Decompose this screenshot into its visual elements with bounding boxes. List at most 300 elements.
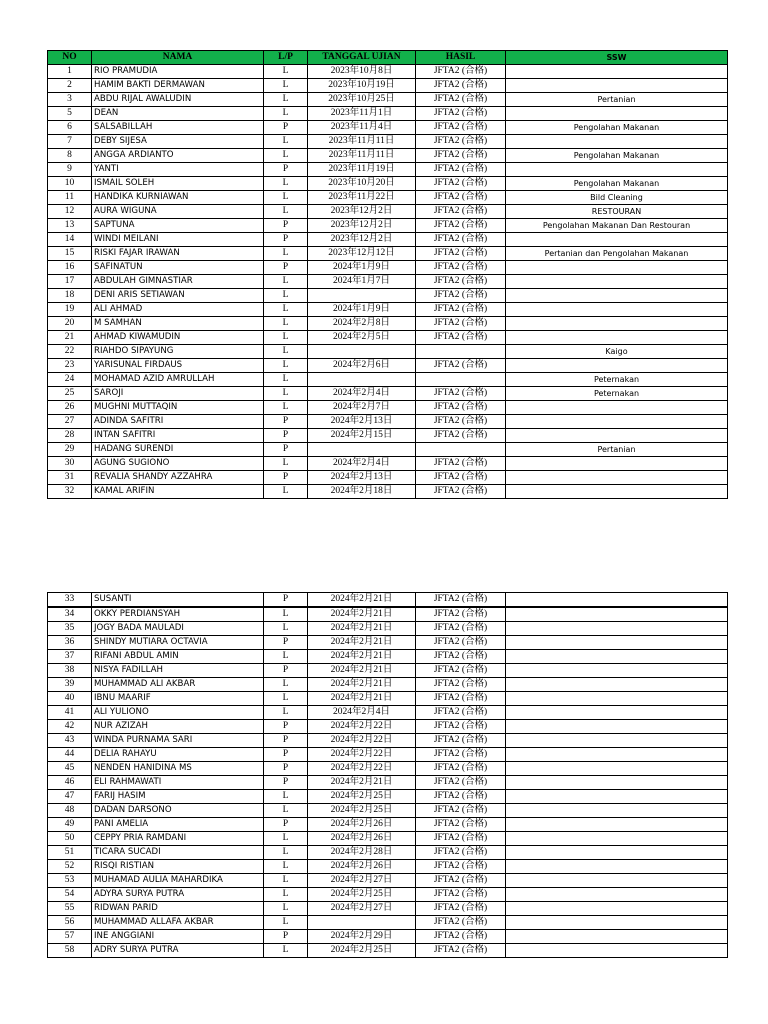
cell-lp: P: [264, 734, 308, 748]
cell-no: 5: [48, 107, 92, 121]
cell-nama: DELIA RAHAYU: [92, 748, 264, 762]
cell-hasil: JFTA2 (合格): [416, 720, 506, 734]
table-row: [48, 471, 728, 485]
cell-hasil: JFTA2 (合格): [416, 317, 506, 331]
cell-lp: L: [264, 457, 308, 471]
table-row: [48, 832, 728, 846]
cell-no: 9: [48, 163, 92, 177]
cell-nama: AURA WIGUNA: [92, 205, 264, 219]
cell-no: 20: [48, 317, 92, 331]
cell-hasil: JFTA2 (合格): [416, 944, 506, 958]
cell-ssw: [506, 471, 728, 485]
cell-ssw: [506, 734, 728, 748]
cell-nama: WINDI MEILANI: [92, 233, 264, 247]
cell-nama: RIO PRAMUDIA: [92, 65, 264, 79]
cell-tanggal-ujian: 2024年2月26日: [308, 818, 416, 832]
table-row: [48, 149, 728, 163]
cell-hasil: JFTA2 (合格): [416, 888, 506, 902]
cell-no: 44: [48, 748, 92, 762]
cell-nama: SAFINATUN: [92, 261, 264, 275]
cell-hasil: JFTA2 (合格): [416, 415, 506, 429]
cell-no: 56: [48, 916, 92, 930]
cell-hasil: JFTA2 (合格): [416, 860, 506, 874]
cell-nama: KAMAL ARIFIN: [92, 485, 264, 499]
table-row: [48, 734, 728, 748]
table-row: [48, 818, 728, 832]
cell-ssw: Pertanian dan Pengolahan Makanan: [506, 247, 728, 261]
cell-ssw: Pertanian: [506, 93, 728, 107]
cell-no: 50: [48, 832, 92, 846]
cell-tanggal-ujian: 2024年2月22日: [308, 720, 416, 734]
cell-hasil: JFTA2 (合格): [416, 607, 506, 622]
cell-tanggal-ujian: 2024年2月21日: [308, 664, 416, 678]
cell-tanggal-ujian: 2024年2月22日: [308, 734, 416, 748]
cell-lp: L: [264, 107, 308, 121]
cell-hasil: JFTA2 (合格): [416, 429, 506, 443]
table-row: [48, 205, 728, 219]
cell-no: 15: [48, 247, 92, 261]
cell-ssw: [506, 650, 728, 664]
cell-tanggal-ujian: 2024年2月21日: [308, 678, 416, 692]
table-row: [48, 359, 728, 373]
cell-lp: L: [264, 650, 308, 664]
cell-tanggal-ujian: 2023年11月4日: [308, 121, 416, 135]
table-row: [48, 191, 728, 205]
cell-no: 35: [48, 622, 92, 636]
cell-nama: AGUNG SUGIONO: [92, 457, 264, 471]
cell-no: 30: [48, 457, 92, 471]
cell-hasil: JFTA2 (合格): [416, 233, 506, 247]
table-row: [48, 678, 728, 692]
cell-hasil: JFTA2 (合格): [416, 247, 506, 261]
cell-no: 16: [48, 261, 92, 275]
cell-ssw: [506, 303, 728, 317]
cell-ssw: [506, 720, 728, 734]
cell-hasil: JFTA2 (合格): [416, 930, 506, 944]
cell-lp: P: [264, 443, 308, 457]
cell-tanggal-ujian: [308, 443, 416, 457]
cell-no: 7: [48, 135, 92, 149]
cell-hasil: [416, 443, 506, 457]
cell-hasil: JFTA2 (合格): [416, 804, 506, 818]
cell-tanggal-ujian: [308, 289, 416, 303]
header-tanggal-ujian: TANGGAL UJIAN: [308, 51, 416, 65]
table-row: [48, 622, 728, 636]
cell-hasil: JFTA2 (合格): [416, 874, 506, 888]
cell-hasil: JFTA2 (合格): [416, 359, 506, 373]
cell-nama: TICARA SUCADI: [92, 846, 264, 860]
cell-lp: P: [264, 748, 308, 762]
cell-nama: IBNU MAARIF: [92, 692, 264, 706]
table-row: [48, 607, 728, 622]
table-row: [48, 846, 728, 860]
cell-tanggal-ujian: 2023年11月19日: [308, 163, 416, 177]
cell-ssw: [506, 706, 728, 720]
cell-hasil: JFTA2 (合格): [416, 902, 506, 916]
cell-lp: P: [264, 636, 308, 650]
cell-nama: CEPPY PRIA RAMDANI: [92, 832, 264, 846]
table-row: [48, 233, 728, 247]
table-row: [48, 373, 728, 387]
cell-nama: RIAHDO SIPAYUNG: [92, 345, 264, 359]
cell-tanggal-ujian: 2024年2月8日: [308, 317, 416, 331]
cell-no: 36: [48, 636, 92, 650]
cell-ssw: Peternakan: [506, 387, 728, 401]
cell-ssw: [506, 762, 728, 776]
cell-nama: NUR AZIZAH: [92, 720, 264, 734]
table-row: [48, 303, 728, 317]
cell-tanggal-ujian: 2024年2月21日: [308, 650, 416, 664]
cell-tanggal-ujian: 2024年1月7日: [308, 275, 416, 289]
table-row: [48, 317, 728, 331]
cell-tanggal-ujian: [308, 916, 416, 930]
cell-nama: RIFANI ABDUL AMIN: [92, 650, 264, 664]
cell-no: 51: [48, 846, 92, 860]
table-row: [48, 415, 728, 429]
header-no: NO: [48, 51, 92, 65]
cell-lp: P: [264, 233, 308, 247]
cell-nama: ELI RAHMAWATI: [92, 776, 264, 790]
cell-ssw: [506, 692, 728, 706]
cell-tanggal-ujian: 2023年11月1日: [308, 107, 416, 121]
cell-hasil: JFTA2 (合格): [416, 79, 506, 93]
cell-lp: L: [264, 205, 308, 219]
cell-ssw: Bild Cleaning: [506, 191, 728, 205]
cell-lp: L: [264, 345, 308, 359]
cell-ssw: [506, 317, 728, 331]
cell-nama: SALSABILLAH: [92, 121, 264, 135]
cell-lp: L: [264, 916, 308, 930]
cell-ssw: [506, 135, 728, 149]
cell-tanggal-ujian: 2024年2月21日: [308, 776, 416, 790]
cell-hasil: JFTA2 (合格): [416, 776, 506, 790]
cell-ssw: Pengolahan Makanan: [506, 149, 728, 163]
table-row: [48, 121, 728, 135]
cell-ssw: [506, 415, 728, 429]
cell-no: 48: [48, 804, 92, 818]
table-row: [48, 776, 728, 790]
cell-tanggal-ujian: 2024年2月28日: [308, 846, 416, 860]
table-row: [48, 888, 728, 902]
cell-tanggal-ujian: 2024年2月22日: [308, 748, 416, 762]
cell-ssw: [506, 457, 728, 471]
cell-nama: ADRY SURYA PUTRA: [92, 944, 264, 958]
cell-no: 42: [48, 720, 92, 734]
cell-nama: MUGHNI MUTTAQIN: [92, 401, 264, 415]
cell-lp: L: [264, 149, 308, 163]
cell-ssw: Pengolahan Makanan Dan Restouran: [506, 219, 728, 233]
cell-lp: L: [264, 485, 308, 499]
cell-ssw: [506, 429, 728, 443]
table-row: [48, 650, 728, 664]
cell-nama: INE ANGGIANI: [92, 930, 264, 944]
cell-ssw: Pertanian: [506, 443, 728, 457]
cell-tanggal-ujian: 2024年2月27日: [308, 902, 416, 916]
header-nama: NAMA: [92, 51, 264, 65]
cell-hasil: [416, 373, 506, 387]
cell-ssw: [506, 607, 728, 622]
cell-no: 13: [48, 219, 92, 233]
cell-lp: L: [264, 804, 308, 818]
cell-hasil: JFTA2 (合格): [416, 457, 506, 471]
cell-nama: YANTI: [92, 163, 264, 177]
cell-hasil: JFTA2 (合格): [416, 790, 506, 804]
cell-no: 2: [48, 79, 92, 93]
cell-ssw: RESTOURAN: [506, 205, 728, 219]
cell-lp: L: [264, 177, 308, 191]
cell-lp: L: [264, 832, 308, 846]
cell-no: 38: [48, 664, 92, 678]
cell-no: 45: [48, 762, 92, 776]
cell-tanggal-ujian: 2023年10月20日: [308, 177, 416, 191]
cell-no: 58: [48, 944, 92, 958]
table-row: [48, 219, 728, 233]
cell-lp: P: [264, 762, 308, 776]
cell-hasil: JFTA2 (合格): [416, 692, 506, 706]
cell-lp: L: [264, 678, 308, 692]
cell-ssw: [506, 622, 728, 636]
cell-no: 49: [48, 818, 92, 832]
cell-nama: ISMAIL SOLEH: [92, 177, 264, 191]
table-row: [48, 443, 728, 457]
table-row: [48, 485, 728, 499]
cell-ssw: [506, 401, 728, 415]
cell-hasil: JFTA2 (合格): [416, 163, 506, 177]
table-row: [48, 163, 728, 177]
cell-ssw: [506, 790, 728, 804]
cell-nama: SHINDY MUTIARA OCTAVIA: [92, 636, 264, 650]
cell-tanggal-ujian: 2023年10月19日: [308, 79, 416, 93]
cell-lp: L: [264, 888, 308, 902]
table-row: [48, 860, 728, 874]
table-row: [48, 636, 728, 650]
cell-no: 10: [48, 177, 92, 191]
cell-ssw: Pengolahan Makanan: [506, 177, 728, 191]
cell-hasil: JFTA2 (合格): [416, 916, 506, 930]
cell-ssw: [506, 874, 728, 888]
cell-nama: WINDA PURNAMA SARI: [92, 734, 264, 748]
cell-tanggal-ujian: [308, 373, 416, 387]
table-row: [48, 401, 728, 415]
cell-lp: P: [264, 818, 308, 832]
cell-nama: REVALIA SHANDY AZZAHRA: [92, 471, 264, 485]
cell-ssw: [506, 860, 728, 874]
cell-ssw: [506, 593, 728, 608]
cell-no: 53: [48, 874, 92, 888]
cell-hasil: JFTA2 (合格): [416, 135, 506, 149]
table-row: [48, 107, 728, 121]
cell-no: 18: [48, 289, 92, 303]
cell-ssw: [506, 163, 728, 177]
cell-hasil: JFTA2 (合格): [416, 331, 506, 345]
cell-ssw: [506, 776, 728, 790]
table-row: [48, 720, 728, 734]
cell-lp: L: [264, 303, 308, 317]
cell-lp: L: [264, 373, 308, 387]
cell-tanggal-ujian: 2024年2月25日: [308, 790, 416, 804]
cell-lp: L: [264, 387, 308, 401]
cell-ssw: [506, 79, 728, 93]
cell-tanggal-ujian: 2024年2月21日: [308, 636, 416, 650]
cell-lp: P: [264, 593, 308, 608]
cell-hasil: JFTA2 (合格): [416, 678, 506, 692]
cell-tanggal-ujian: 2024年2月13日: [308, 471, 416, 485]
cell-hasil: JFTA2 (合格): [416, 205, 506, 219]
cell-tanggal-ujian: 2024年2月15日: [308, 429, 416, 443]
cell-nama: DENI ARIS SETIAWAN: [92, 289, 264, 303]
cell-hasil: JFTA2 (合格): [416, 664, 506, 678]
cell-no: 19: [48, 303, 92, 317]
cell-no: 23: [48, 359, 92, 373]
cell-no: 17: [48, 275, 92, 289]
cell-hasil: JFTA2 (合格): [416, 387, 506, 401]
cell-ssw: [506, 944, 728, 958]
cell-ssw: [506, 636, 728, 650]
cell-hasil: JFTA2 (合格): [416, 191, 506, 205]
cell-ssw: Peternakan: [506, 373, 728, 387]
cell-nama: SAROJI: [92, 387, 264, 401]
cell-hasil: JFTA2 (合格): [416, 177, 506, 191]
table-row: [48, 664, 728, 678]
cell-no: 12: [48, 205, 92, 219]
cell-tanggal-ujian: 2023年12月12日: [308, 247, 416, 261]
cell-nama: ALI YULIONO: [92, 706, 264, 720]
cell-no: 37: [48, 650, 92, 664]
cell-hasil: JFTA2 (合格): [416, 593, 506, 608]
cell-no: 57: [48, 930, 92, 944]
cell-nama: ALI AHMAD: [92, 303, 264, 317]
cell-lp: P: [264, 121, 308, 135]
table-row: [48, 902, 728, 916]
cell-lp: P: [264, 471, 308, 485]
cell-lp: P: [264, 664, 308, 678]
cell-hasil: JFTA2 (合格): [416, 650, 506, 664]
cell-tanggal-ujian: 2023年10月8日: [308, 65, 416, 79]
cell-ssw: [506, 331, 728, 345]
cell-tanggal-ujian: 2024年2月4日: [308, 457, 416, 471]
cell-lp: L: [264, 607, 308, 622]
table-row: [48, 593, 728, 608]
cell-nama: ANGGA ARDIANTO: [92, 149, 264, 163]
cell-tanggal-ujian: 2024年2月6日: [308, 359, 416, 373]
cell-nama: ADYRA SURYA PUTRA: [92, 888, 264, 902]
cell-lp: P: [264, 429, 308, 443]
cell-nama: SAPTUNA: [92, 219, 264, 233]
cell-nama: AHMAD KIWAMUDIN: [92, 331, 264, 345]
cell-no: 27: [48, 415, 92, 429]
cell-lp: L: [264, 874, 308, 888]
cell-no: 29: [48, 443, 92, 457]
table-row: [48, 345, 728, 359]
cell-no: 11: [48, 191, 92, 205]
cell-nama: RIDWAN PARID: [92, 902, 264, 916]
cell-lp: P: [264, 776, 308, 790]
cell-no: 32: [48, 485, 92, 499]
cell-nama: MUHAMMAD ALI AKBAR: [92, 678, 264, 692]
cell-hasil: JFTA2 (合格): [416, 289, 506, 303]
header-lp: L/P: [264, 51, 308, 65]
cell-no: 25: [48, 387, 92, 401]
table-row: [48, 93, 728, 107]
cell-no: 24: [48, 373, 92, 387]
cell-hasil: JFTA2 (合格): [416, 65, 506, 79]
cell-lp: L: [264, 359, 308, 373]
cell-tanggal-ujian: 2024年2月27日: [308, 874, 416, 888]
cell-tanggal-ujian: 2024年1月9日: [308, 303, 416, 317]
cell-tanggal-ujian: 2024年2月21日: [308, 692, 416, 706]
cell-ssw: [506, 485, 728, 499]
cell-tanggal-ujian: 2024年2月21日: [308, 607, 416, 622]
cell-tanggal-ujian: 2024年2月4日: [308, 706, 416, 720]
table-row: [48, 331, 728, 345]
cell-ssw: [506, 916, 728, 930]
cell-hasil: JFTA2 (合格): [416, 846, 506, 860]
cell-nama: MUHAMMAD ALLAFA AKBAR: [92, 916, 264, 930]
cell-ssw: [506, 664, 728, 678]
cell-no: 41: [48, 706, 92, 720]
cell-lp: L: [264, 790, 308, 804]
cell-lp: L: [264, 692, 308, 706]
cell-tanggal-ujian: 2024年2月5日: [308, 331, 416, 345]
cell-no: 52: [48, 860, 92, 874]
cell-no: 47: [48, 790, 92, 804]
header-row: [48, 51, 728, 65]
cell-tanggal-ujian: 2023年11月22日: [308, 191, 416, 205]
cell-ssw: [506, 107, 728, 121]
table-row: [48, 790, 728, 804]
table-row: [48, 457, 728, 471]
cell-no: 34: [48, 607, 92, 622]
cell-lp: L: [264, 93, 308, 107]
cell-tanggal-ujian: 2023年11月11日: [308, 135, 416, 149]
cell-lp: L: [264, 247, 308, 261]
cell-nama: DEBY SIJESA: [92, 135, 264, 149]
cell-lp: P: [264, 163, 308, 177]
header-hasil: HASIL: [416, 51, 506, 65]
cell-nama: MUHAMAD AULIA MAHARDIKA: [92, 874, 264, 888]
cell-hasil: JFTA2 (合格): [416, 762, 506, 776]
cell-no: 1: [48, 65, 92, 79]
cell-lp: L: [264, 275, 308, 289]
cell-ssw: [506, 748, 728, 762]
results-table-part-2: [47, 592, 728, 958]
cell-no: 22: [48, 345, 92, 359]
cell-nama: NISYA FADILLAH: [92, 664, 264, 678]
cell-no: 55: [48, 902, 92, 916]
cell-nama: HADANG SURENDI: [92, 443, 264, 457]
cell-hasil: JFTA2 (合格): [416, 121, 506, 135]
table-row: [48, 135, 728, 149]
cell-nama: HAMIM BAKTI DERMAWAN: [92, 79, 264, 93]
cell-tanggal-ujian: 2024年2月25日: [308, 804, 416, 818]
cell-tanggal-ujian: 2024年2月21日: [308, 622, 416, 636]
table-row: [48, 177, 728, 191]
cell-lp: L: [264, 331, 308, 345]
cell-no: 14: [48, 233, 92, 247]
table-row: [48, 247, 728, 261]
cell-lp: L: [264, 846, 308, 860]
cell-tanggal-ujian: 2024年2月13日: [308, 415, 416, 429]
cell-hasil: JFTA2 (合格): [416, 275, 506, 289]
cell-hasil: JFTA2 (合格): [416, 832, 506, 846]
cell-nama: JOGY BADA MAULADI: [92, 622, 264, 636]
cell-nama: YARISUNAL FIRDAUS: [92, 359, 264, 373]
cell-tanggal-ujian: 2023年11月11日: [308, 149, 416, 163]
cell-tanggal-ujian: 2023年12月2日: [308, 233, 416, 247]
cell-lp: L: [264, 706, 308, 720]
cell-ssw: [506, 804, 728, 818]
cell-nama: FARIJ HASIM: [92, 790, 264, 804]
